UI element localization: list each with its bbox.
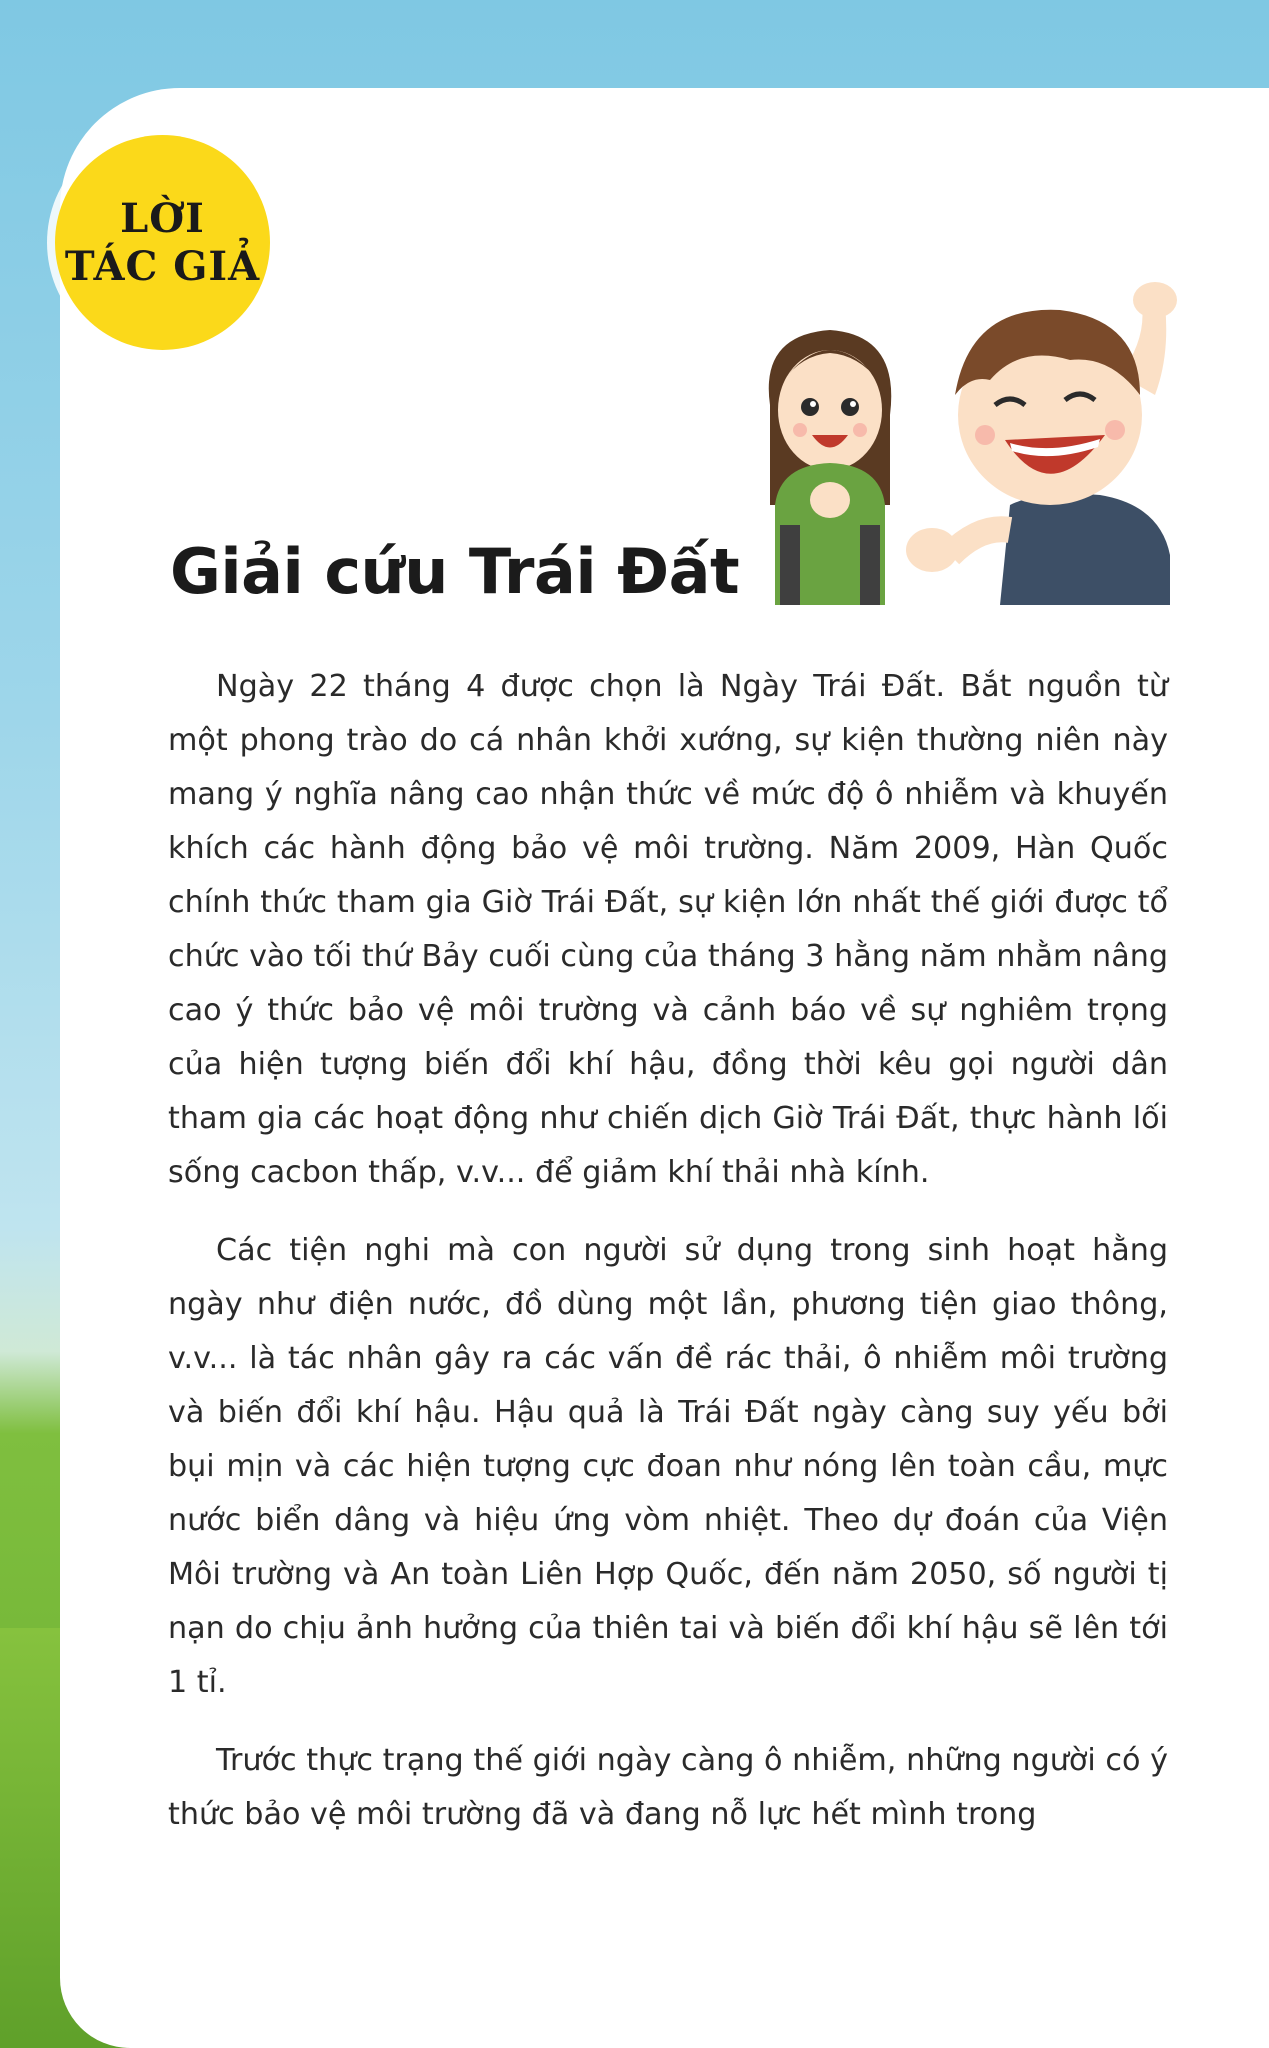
paragraph-3: Trước thực trạng thế giới ngày càng ô nhiễm, những người có ý thức bảo vệ môi trường đã và đang nỗ lực hết mình trong (168, 1743, 1168, 1832)
paragraph-2: Các tiện nghi mà con người sử dụng trong sinh hoạt hằng ngày như điện nước, đồ dùng một lần, phương tiện giao thông, v.v... là tác nhân gây ra các vấn đề rác thải, ô nhiễm môi trường và biến đổi khí hậu. Hậu quả là Trái Đất ngày càng suy yếu bởi bụi mịn và các hiện tượng cực đoan như nóng lên toàn cầu, mực nước biển dâng và hiệu ứng vòm nhiệt. Theo dự đoán của Viện Môi trường và An toàn Liên Hợp Quốc, đến năm 2050, số người tị nạn do chịu ảnh hưởng của thiên tai và biến đổi khí hậu sẽ lên tới 1 tỉ. (168, 1233, 1168, 1700)
girl-character (769, 330, 892, 605)
page-title: Giải cứu Trái Đất (170, 535, 740, 608)
badge-line-1: LỜI (120, 194, 205, 242)
boy-character (906, 282, 1177, 605)
author-note-body (168, 660, 1168, 1866)
badge-line-2: TÁC GIẢ (64, 242, 261, 290)
author-note-badge (55, 135, 270, 350)
paragraph-1: Ngày 22 tháng 4 được chọn là Ngày Trái Đất. Bắt nguồn từ một phong trào do cá nhân khởi xướng, sự kiện thường niên này mang ý nghĩa nâng cao nhận thức về mức độ ô nhiễm và khuyến khích các hành động bảo vệ môi trường. Năm 2009, Hàn Quốc chính thức tham gia Giờ Trái Đất, sự kiện lớn nhất thế giới được tổ chức vào tối thứ Bảy cuối cùng của tháng 3 hằng năm nhằm nâng cao ý thức bảo vệ môi trường và cảnh báo về sự nghiêm trọng của hiện tượng biến đổi khí hậu, đồng thời kêu gọi người dân tham gia các hoạt động như chiến dịch Giờ Trái Đất, thực hành lối sống cacbon thấp, v.v... để giảm khí thải nhà kính. (168, 669, 1168, 1190)
cartoon-kids-illustration (740, 275, 1180, 605)
